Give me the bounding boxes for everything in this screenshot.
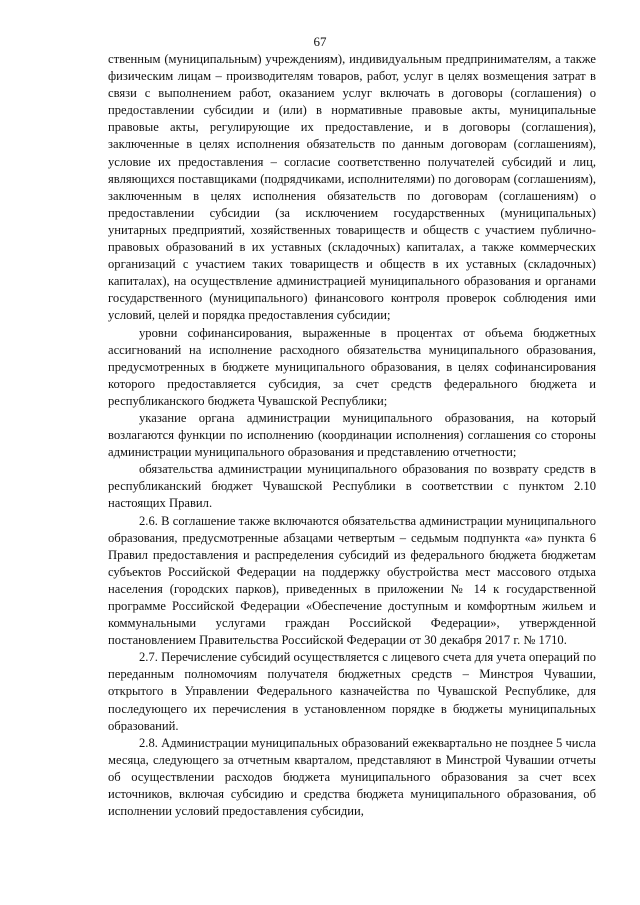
paragraph-cofinancing-levels: уровни софинансирования, выраженные в процентах от объема бюджетных ассигнований на исполнение расходного обязательства муниципального образования, предусмотренных в бюджете муниципального образования, в целях софинансирования которого предоставляется субсидия, за счет средств федерального бюджета и республиканского бюджета Чувашской Республики; [108,325,596,408]
paragraph-return-obligations: обязательства администрации муниципального образования по возврату средств в республиканский бюджет Чувашской Республики в соответствии с пунктом 2.10 настоящих Правил. [108,462,596,511]
paragraph-continuation: ственным (муниципальным) учреждениям), индивидуальным предпринимателям, а также физическим лицам – производителям товаров, работ, услуг в целях возмещения затрат в связи с выполнением работ, оказанием услуг включать в договоры (соглашения) о предоставлении субсидии и (или) в нормативные правовые акты, муниципальные правовые акты, регулирующие их предоставление, и в договоры (соглашения), заключенные в целях исполнения обязательств по данным договорам (соглашениям), условие их предоставления – согласие соответственно получателей субсидий и лиц, являющихся поставщиками (подрядчиками, исполнителями) по договорам (соглашениям), заключенным в целях исполнения обязательств по договорам (соглашениям) о предоставлении субсидии (за исключением государственных (муниципальных) унитарных предприятий, хозяйственных товариществ и обществ с участием публично-правовых образований в их уставных (складочных) капиталах, а также коммерческих организаций с участием таких товариществ и обществ в их уставных (складочных) капиталах), на осуществление администрацией муниципального образования и органами государственного (муниципального) финансового контроля проверок соблюдения ими условий, целей и порядка предоставления субсидии; [108,52,596,323]
paragraph-responsible-body: указание органа администрации муниципального образования, на который возлагаются функции по исполнению (координации исполнения) соглашения со стороны администрации муниципального образования и представлению отчетности; [108,410,596,460]
paragraph-2-7: 2.7. Перечисление субсидий осуществляется с лицевого счета для учета операций по переданным полномочиям получателя бюджетных средств – Минстроя Чувашии, открытого в Управлении Федерального казначейства по Чувашской Республике, для последующего их перечисления в установленном порядке в бюджеты муниципальных образований. [108,650,596,733]
paragraph-2-6: 2.6. В соглашение также включаются обязательства администрации муниципального образования, предусмотренные абзацами четвертым – седьмым подпункта «а» пункта 6 Правил предоставления и распределения субсидий из федерального бюджета бюджетам субъектов Российской Федерации на поддержку обустройства мест массового отдыха населения (городских парков), приведенных в приложении № 14 к государственной программе Российской Федерации «Обеспечение доступным и комфортным жильем и коммунальными услугами граждан Российской Федерации», утвержденной постановлением Правительства Российской Федерации от 30 декабря 2017 г. № 1710. [108,513,596,648]
document-body [108,51,596,820]
paragraph-2-8: 2.8. Администрации муниципальных образований ежеквартально не позднее 5 числа месяца, следующего за отчетным кварталом, представляют в Минстрой Чувашии отчеты об осуществлении расходов бюджета муниципального образования за счет всех источников, включая субсидию и средства бюджета муниципального образования, об исполнении условий предоставления субсидии, [108,735,596,819]
page-number: 67 [313,34,327,49]
